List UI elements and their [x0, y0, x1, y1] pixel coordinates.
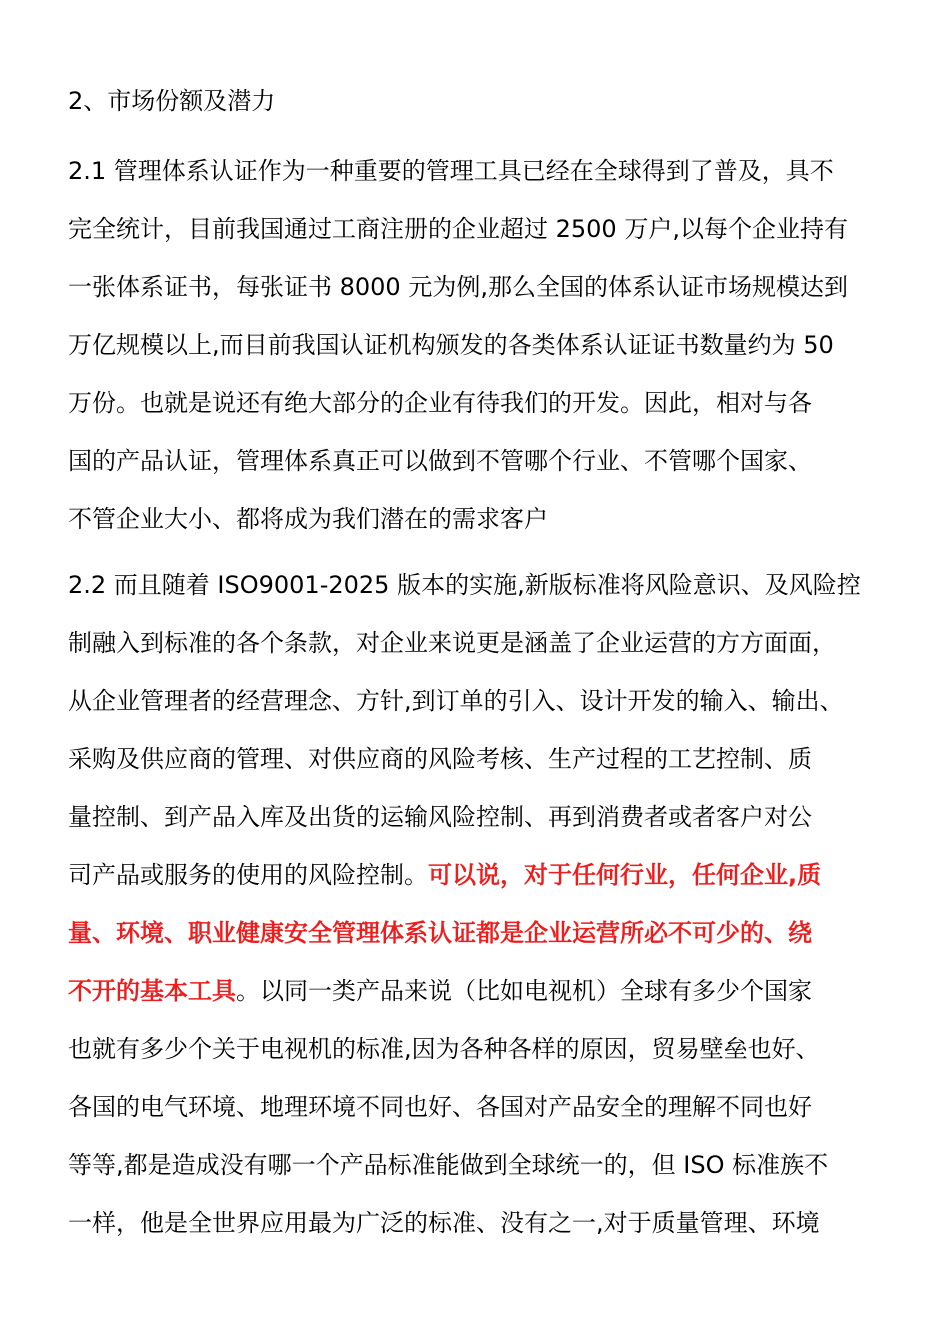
paragraph-2-2-line-5: 量控制、到产品入库及出货的运输风险控制、再到消费者或者客户对公 [68, 803, 812, 831]
paragraph-2-2-line-10: 各国的电气环境、地理环境不同也好、各国对产品安全的理解不同也好 [68, 1093, 812, 1121]
paragraph-2-1-line-2: 完全统计，目前我国通过工商注册的企业超过 2500 万户,以每个企业持有 [68, 215, 848, 243]
paragraph-2-2-line-11: 等等,都是造成没有哪一个产品标准能做到全球统一的，但 ISO 标准族不 [68, 1151, 829, 1179]
paragraph-2-1-line-3: 一张体系证书，每张证书 8000 元为例,那么全国的体系认证市场规模达到 [68, 273, 848, 301]
paragraph-2-1-line-5: 万份。也就是说还有绝大部分的企业有待我们的开发。因此，相对与各 [68, 389, 812, 417]
highlighted-text: 量、环境、职业健康安全管理体系认证都是企业运营所必不可少的、绕 [68, 919, 812, 947]
paragraph-2-2-line-6 [68, 860, 821, 890]
paragraph-2-2-line-3: 从企业管理者的经营理念、方针,到订单的引入、设计开发的输入、输出、 [68, 687, 844, 715]
paragraph-2-1-line-6: 国的产品认证，管理体系真正可以做到不管哪个行业、不管哪个国家、 [68, 447, 812, 475]
paragraph-2-1-line-1: 2.1 管理体系认证作为一种重要的管理工具已经在全球得到了普及，具不 [68, 157, 834, 185]
highlighted-text: 不开的基本工具 [68, 977, 236, 1005]
paragraph-2-2-line-1: 2.2 而且随着 ISO9001-2025 版本的实施,新版标准将风险意识、及风险控 [68, 571, 861, 599]
section-heading: 2、市场份额及潜力 [68, 87, 276, 115]
paragraph-2-1-line-4: 万亿规模以上,而目前我国认证机构颁发的各类体系认证证书数量约为 50 [68, 331, 834, 359]
paragraph-2-2-line-9: 也就有多少个关于电视机的标准,因为各种各样的原因，贸易壁垒也好、 [68, 1035, 820, 1063]
body-text: 司产品或服务的使用的风险控制。 [68, 861, 428, 889]
paragraph-2-2-line-7 [68, 918, 812, 948]
paragraph-2-2-line-8 [68, 976, 812, 1006]
paragraph-2-1-line-7: 不管企业大小、都将成为我们潜在的需求客户 [68, 505, 548, 533]
highlighted-text: 可以说，对于任何行业，任何企业,质 [428, 861, 822, 889]
body-text: 。以同一类产品来说（比如电视机）全球有多少个国家 [236, 977, 812, 1005]
paragraph-2-2-line-12: 一样，他是全世界应用最为广泛的标准、没有之一,对于质量管理、环境 [68, 1209, 820, 1237]
paragraph-2-2-line-2: 制融入到标准的各个条款，对企业来说更是涵盖了企业运营的方方面面， [68, 629, 836, 657]
paragraph-2-2-line-4: 采购及供应商的管理、对供应商的风险考核、生产过程的工艺控制、质 [68, 745, 812, 773]
